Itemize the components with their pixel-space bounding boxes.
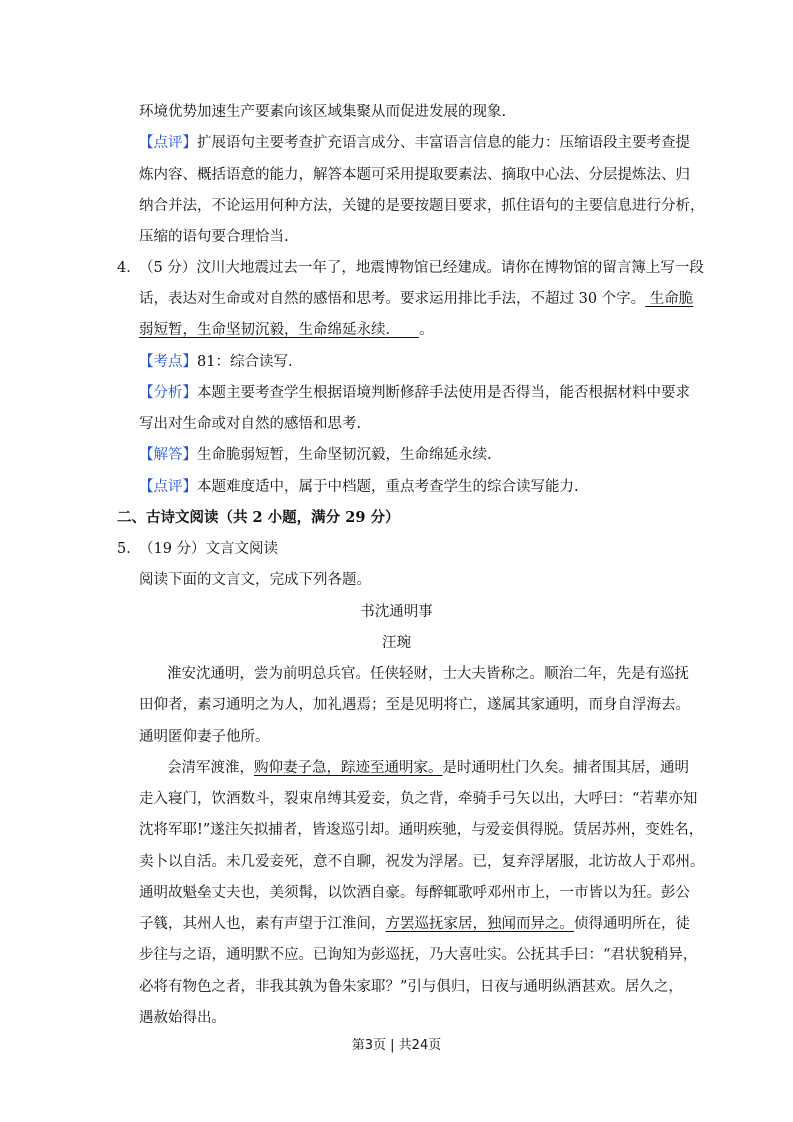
- passage-p2-line-3: 沈将军耶!”遂注矢拟捕者，皆逡巡引却。通明疾驰，与爱妾俱得脱。赁居苏州，变姓名，: [139, 822, 704, 838]
- q4-solution: [139, 445, 492, 465]
- page-footer: 第3页 | 共24页: [351, 1038, 442, 1053]
- passage-underlined-phrase: 购仰妻子急，踪迹至通明家。: [254, 760, 443, 776]
- q5-stem: （19 分）文言文阅读: [139, 541, 279, 557]
- q5-number: 5．: [117, 541, 141, 557]
- q4-analysis-line-2: 写出对生命或对自然的感悟和思考.: [139, 416, 362, 432]
- section-heading: 二、古诗文阅读（共 2 小题，满分 29 分）: [117, 509, 400, 526]
- passage-p2-line-7: 步往与之语，通明默不应。已询知为彭巡抚，乃大喜吐实。公抚其手曰：“君状貌稍异，: [139, 947, 698, 963]
- q4-kaodian: [139, 352, 293, 372]
- analysis-tag: 【分析】: [139, 385, 197, 401]
- q4-number: 4．: [117, 260, 141, 276]
- solution-tag: 【解答】: [139, 447, 197, 463]
- q4-stem-line-3: [139, 320, 434, 340]
- passage-text: 是时通明杜门久矣。捕者围其居，通明: [442, 760, 689, 776]
- solution-text: 生命脆弱短暂，生命坚韧沉毅，生命绵延永续.: [197, 447, 492, 463]
- passage-text: 侦得通明所在，徒: [574, 916, 690, 932]
- passage-p2-line-8: 必将有物色之者，非我其孰为鲁朱家耶？”引与俱归，日夜与通明纵酒甚欢。居久之，: [139, 979, 683, 995]
- passage-title: 书沈通明事: [360, 604, 433, 620]
- q3-comment-line-4: 压缩的语句要合理恰当.: [139, 229, 289, 245]
- passage-p2-line-4: 卖卜以自活。未几爱妾死，意不自聊，祝发为浮屠。已，复弃浮屠服，北访故人于邓州。: [139, 854, 705, 870]
- kaodian-tag: 【考点】: [139, 354, 197, 370]
- comment-tag: 【点评】: [139, 135, 197, 151]
- q4-answer-underlined: 弱短暂，生命坚韧沉毅，生命绵延永续.: [139, 322, 391, 338]
- q4-stem-line-1: （5 分）汶川大地震过去一年了，地震博物馆已经建成。请你在博物馆的留言簿上写一段: [139, 260, 704, 276]
- q4-analysis-line-1: [139, 383, 690, 403]
- kaodian-text: 81：综合读写.: [197, 354, 293, 370]
- passage-p2-line-2: 走入寝门，饮酒数斗，裂束帛缚其爱妾，负之背，牵骑手弓矢以出，大呼曰：“若辈亦知: [139, 791, 698, 807]
- q3-comment-line-3: 纳合并法，不论运用何种方法，关键的是要按题目要求，抓住语句的主要信息进行分析，: [139, 198, 705, 214]
- q3-comment-line-2: 炼内容、概括语意的能力，解答本题可采用提取要素法、摘取中心法、分层提炼法、归: [139, 167, 690, 183]
- passage-p2-line-6: [139, 914, 690, 934]
- q5-instruction: 阅读下面的文言文，完成下列各题。: [139, 572, 371, 588]
- passage-p2-line-9: 遇赦始得出。: [139, 1010, 226, 1026]
- passage-p1-line-3: 通明匿仰妻子他所。: [139, 729, 270, 745]
- passage-text: 会清军渡淮，: [167, 760, 254, 776]
- passage-author: 汪琬: [382, 635, 411, 651]
- q4-stem-text: 话，表达对生命或对自然的感悟和思考。要求运用排比手法，不超过 30 个字。: [139, 291, 646, 307]
- passage-p1-line-2: 田仰者，素习通明之为人，加礼遇焉；至是见明将亡，遂属其家通明，而身自浮海去。: [139, 697, 690, 713]
- passage-p2-line-1: [167, 758, 689, 778]
- q4-answer-underlined: 生命脆: [645, 291, 694, 307]
- comment-text: 扩展语句主要考查扩充语言成分、丰富语言信息的能力：压缩语段主要考查提: [197, 135, 690, 151]
- analysis-text: 本题主要考查学生根据语境判断修辞手法使用是否得当，能否根据材料中要求: [197, 385, 690, 401]
- passage-underlined-phrase: 方罢巡抚家居，独闻而异之。: [385, 916, 574, 932]
- passage-p1-line-1: 淮安沈通明，尝为前明总兵官。任侠轻财，士大夫皆称之。顺治二年，先是有巡抚: [167, 666, 689, 682]
- comment-tag: 【点评】: [139, 479, 197, 495]
- q3-comment-line-1: [139, 133, 690, 153]
- q4-stem-line-2: [139, 289, 693, 309]
- q4-comment: [139, 477, 579, 497]
- q3-tail-line: 环境优势加速生产要素向该区域集聚从而促进发展的现象.: [139, 104, 507, 120]
- comment-text: 本题难度适中，属于中档题，重点考查学生的综合读写能力.: [197, 479, 579, 495]
- passage-text: 子篯，其州人也，素有声望于江淮间，: [139, 916, 386, 932]
- passage-p2-line-5: 通明故魁垒丈夫也，美须髯，以饮酒自豪。每醉辄歌呼邓州市上，一市皆以为狂。彭公: [139, 885, 690, 901]
- q4-period: 。: [419, 322, 434, 338]
